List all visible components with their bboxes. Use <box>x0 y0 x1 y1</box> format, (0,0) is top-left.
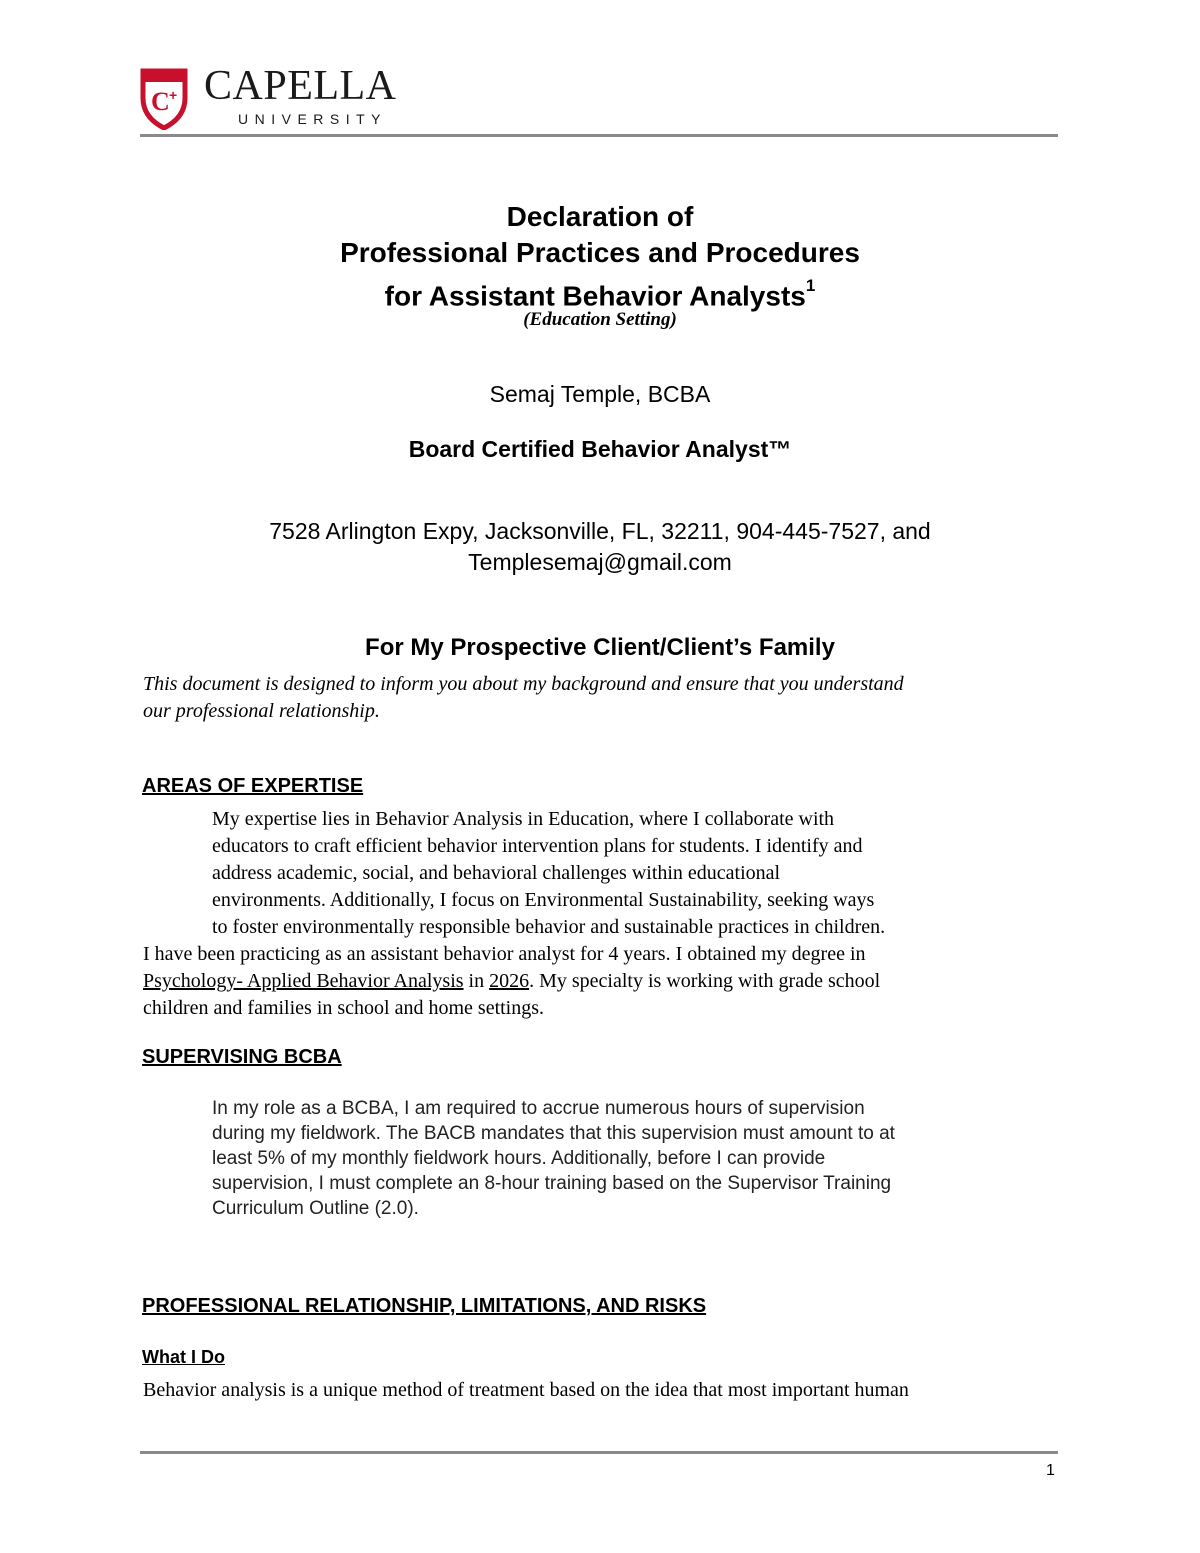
intro-line-2: our professional relationship. <box>143 700 380 722</box>
client-heading: For My Prospective Client/Client’s Family <box>365 634 835 661</box>
contact-line-1: 7528 Arlington Expy, Jacksonville, FL, 32211, 904-445-7527, and <box>269 518 931 544</box>
expertise-line: address academic, social, and behavioral challenges within educational <box>212 862 781 884</box>
page-number: 1 <box>1046 1462 1055 1479</box>
degree-name: Psychology- Applied Behavior Analysis <box>143 970 464 992</box>
what-i-do-heading: What I Do <box>142 1347 225 1367</box>
supervising-line: Curriculum Outline (2.0). <box>212 1198 419 1219</box>
supervising-line: In my role as a BCBA, I am required to accrue numerous hours of supervision <box>212 1098 865 1119</box>
practice-line: I have been practicing as an assistant behavior analyst for 4 years. I obtained my degree in <box>143 943 866 965</box>
specialty-text: . My specialty is working with grade school <box>529 970 881 992</box>
practice-paragraph <box>143 941 1058 1022</box>
relationship-heading: PROFESSIONAL RELATIONSHIP, LIMITATIONS, AND RISKS <box>142 1295 707 1317</box>
intro-line-1: This document is designed to inform you about my background and ensure that you understand <box>143 673 904 695</box>
client-intro <box>143 671 1053 725</box>
author-credential: Board Certified Behavior Analyst™ <box>408 436 792 462</box>
capella-shield-icon <box>140 68 188 130</box>
expertise-heading: AREAS OF EXPERTISE <box>142 775 364 797</box>
what-i-do-text: Behavior analysis is a unique method of treatment based on the idea that most important human <box>143 1379 909 1401</box>
supervising-heading: SUPERVISING BCBA <box>142 1046 342 1068</box>
contact-line-2: Templesemaj@gmail.com <box>468 549 732 575</box>
title-line-3-text: for Assistant Behavior Analysts <box>384 280 806 312</box>
title-setting: (Education Setting) <box>523 309 677 330</box>
title-line-2: Professional Practices and Procedures <box>340 237 860 268</box>
svg-text:C: C <box>151 87 170 116</box>
author-name: Semaj Temple, BCBA <box>489 381 711 407</box>
footnote-mark: 1 <box>805 276 816 295</box>
specialty-line: children and families in school and home settings. <box>143 997 545 1019</box>
header-rule <box>140 134 1058 137</box>
degree-in: in <box>463 970 490 992</box>
supervising-paragraph <box>212 1096 1052 1221</box>
svg-text:+: + <box>169 87 178 103</box>
logo-university: UNIVERSITY <box>238 111 388 127</box>
expertise-paragraph <box>212 806 1062 941</box>
expertise-line: to foster environmentally responsible behavior and sustainable practices in children. <box>212 916 886 938</box>
supervising-line: least 5% of my monthly fieldwork hours. Additionally, before I can provide <box>212 1148 826 1169</box>
title-line-1: Declaration of <box>506 201 694 232</box>
expertise-line: environments. Additionally, I focus on Environmental Sustainability, seeking ways <box>212 889 875 911</box>
title-line-3 <box>0 272 1200 314</box>
supervising-line: during my fieldwork. The BACB mandates that this supervision must amount to at <box>212 1123 895 1144</box>
degree-year: 2026 <box>489 970 530 992</box>
supervising-line: supervision, I must complete an 8-hour training based on the Supervisor Training <box>212 1173 892 1194</box>
expertise-line: educators to craft efficient behavior intervention plans for students. I identify and <box>212 835 863 857</box>
expertise-line: My expertise lies in Behavior Analysis in Education, where I collaborate with <box>212 808 835 830</box>
degree-line <box>143 968 1058 995</box>
footer-rule <box>140 1451 1058 1454</box>
logo-name: CAPELLA <box>204 63 397 109</box>
